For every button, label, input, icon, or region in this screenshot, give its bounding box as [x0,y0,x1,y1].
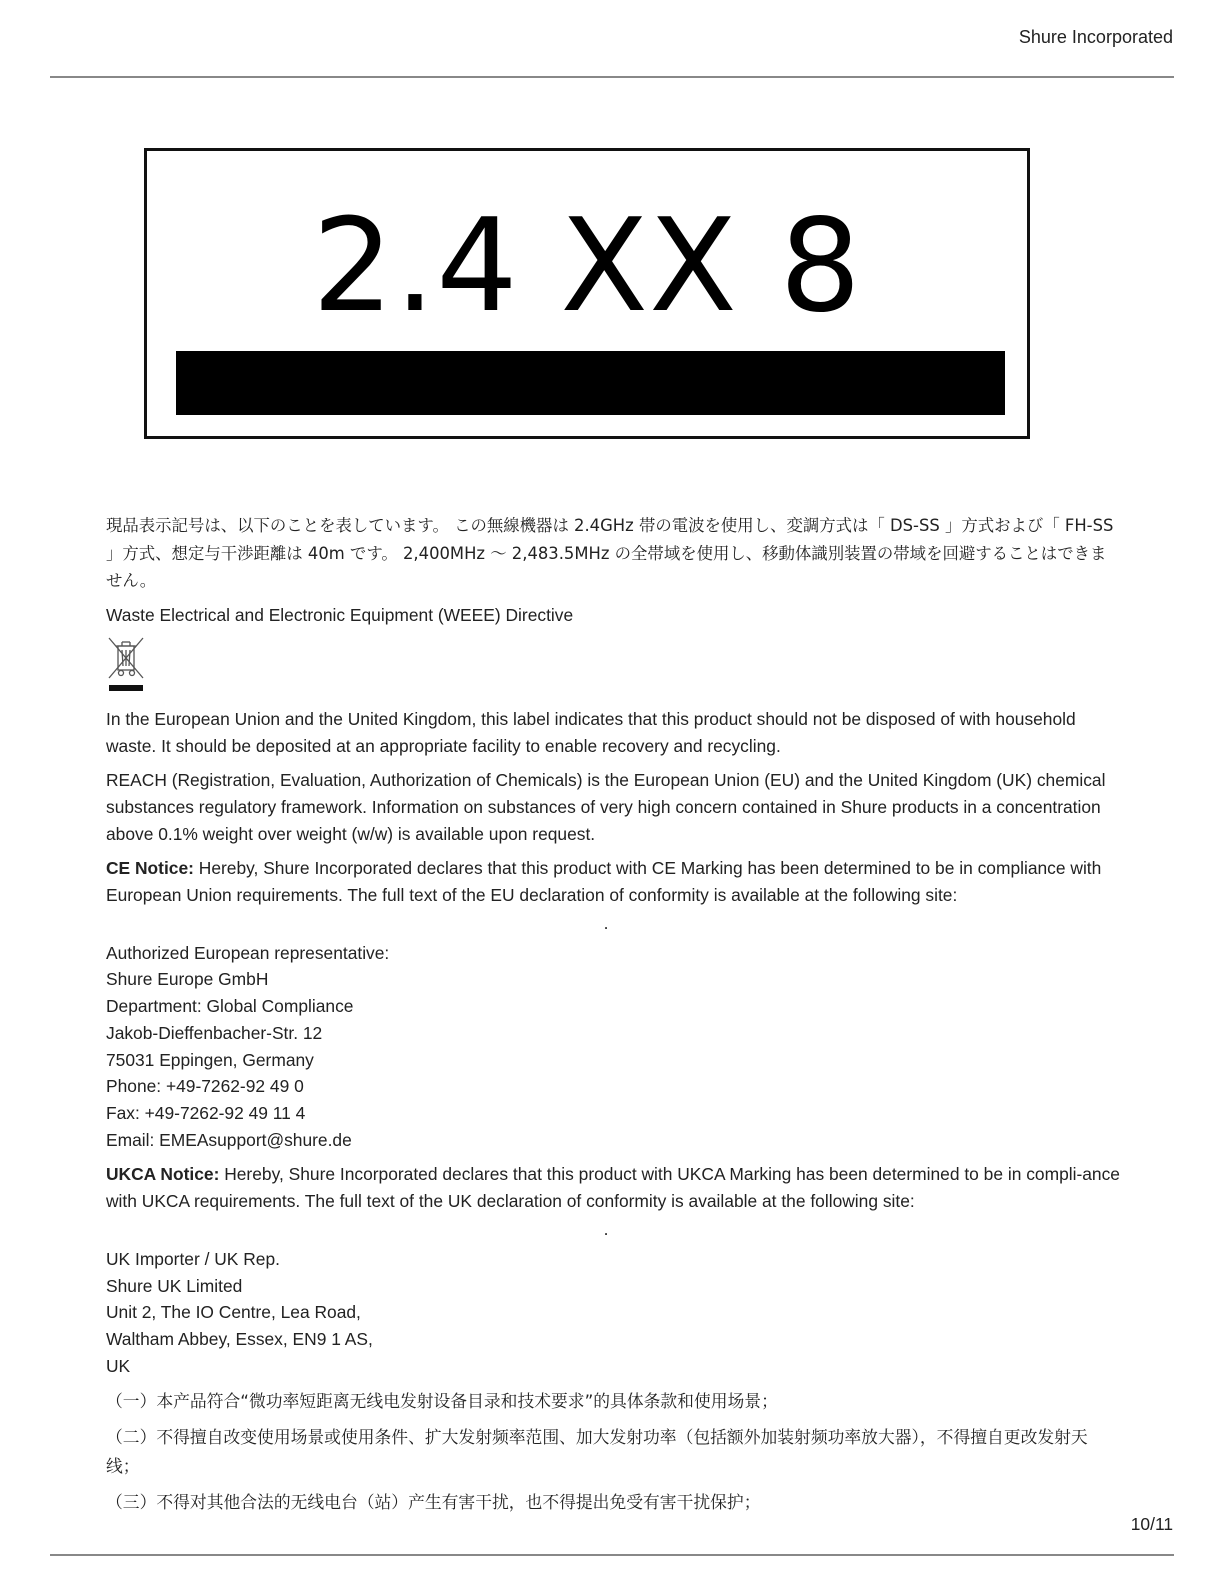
cn-notice-item-3: （三）不得对其他合法的无线电台（站）产生有害干扰，也不得提出免受有害干扰保护； [106,1491,761,1512]
header-divider [50,76,1174,78]
uk-rep-line: UK [106,1356,131,1377]
uk-rep-line: Shure UK Limited [106,1275,243,1296]
uk-representative [106,1246,1121,1380]
product-label-image [144,148,1030,439]
crossed-out-wheelie-bin-icon [106,636,146,694]
eu-rep-line: Phone: +49-7262-92 49 0 [106,1076,304,1097]
weee-heading: Waste Electrical and Electronic Equipment (WEEE) Directive [106,604,574,625]
cn-notice-item-1: （一）本产品符合“微功率短距离无线电发射设备目录和技术要求”的具体条款和使用场景； [106,1390,778,1411]
eu-rep-line: Authorized European representative: [106,942,390,963]
eu-rep-line: Shure Europe GmbH [106,969,269,990]
reach-text: REACH (Registration, Evaluation, Authorization of Chemicals) is the European Union (EU) and the United Kingdom (UK) chemical substances regulatory framework. Information on substances of very high concern contained in Shure products in a concentration above 0.1% weight over weight (w/w) is available upon request. [106,769,1106,844]
page-number: 10/11 [1130,1514,1173,1534]
eu-rep-email: Email: EMEAsupport@shure.de [106,1130,352,1151]
eu-rep-line: Department: Global Compliance [106,996,354,1017]
weee-text: In the European Union and the United Kingdom, this label indicates that this product should not be disposed of with household waste. It should be deposited at an appropriate facility to enable recovery and recycling. [106,708,1076,756]
eu-rep-line: Jakob-Dieffenbacher-Str. 12 [106,1022,323,1043]
header-company-name: Shure Incorporated [1018,27,1173,47]
uk-rep-line: Waltham Abbey, Essex, EN9 1 AS, [106,1329,373,1350]
uk-rep-line: UK Importer / UK Rep. [106,1248,280,1269]
footer-divider [50,1554,1174,1556]
cn-notice-item-2: （二）不得擅自改变使用场景或使用条件、扩大发射频率范围、加大发射功率（包括额外加装射频功率放大器），不得擅自更改发射天线； [106,1426,1088,1476]
ukca-notice-label: UKCA Notice: [106,1163,220,1184]
document-body [106,512,1121,1524]
ukca-site-link[interactable]: . [603,1218,609,1239]
eu-representative [106,940,1121,1154]
ce-notice-label: CE Notice: [106,857,194,878]
ukca-notice [106,1161,1121,1215]
product-label-text: 2.4 XX 8 [312,192,862,341]
ce-site-link[interactable]: . [603,912,609,933]
uk-rep-line: Unit 2, The IO Centre, Lea Road, [106,1302,361,1323]
ce-notice [106,855,1121,909]
product-label-bar [176,351,1005,415]
jp-radio-notice: 現品表示記号は、以下のことを表しています。 この無線機器は 2.4GHz 帯の電波を使用し、変調方式は「 DS-SS 」方式および「 FH-SS 」方式、想定与干渉距離は 40m です。 2,400MHz ～ 2,483.5MHz の全帯域を使用し、移動体識別装置の帯域を回避することはできません。 [106,516,1114,590]
eu-rep-line: Fax: +49-7262-92 49 11 4 [106,1103,306,1124]
ce-notice-text: Hereby, Shure Incorporated declares that this product with CE Marking has been determined to be in compliance with European Union requirements. The full text of the EU declaration of conformity is available at the following site: [106,857,1102,905]
ukca-notice-text: Hereby, Shure Incorporated declares that this product with UKCA Marking has been determined to be in compli-ance with UKCA requirements. The full text of the UK declaration of conformity is available at the following site: [106,1163,1120,1211]
eu-rep-line: 75031 Eppingen, Germany [106,1049,314,1070]
